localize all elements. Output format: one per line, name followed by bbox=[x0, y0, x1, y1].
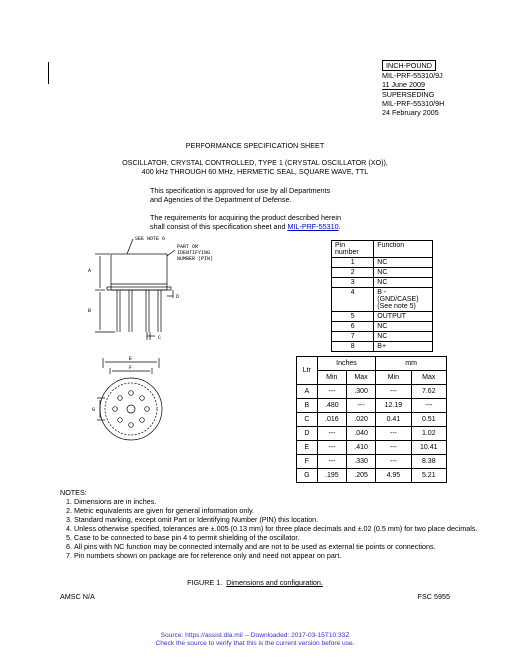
dim-value-cell: .330 bbox=[346, 455, 375, 469]
fsc-label: FSC 5955 bbox=[417, 592, 450, 601]
part-label-1: PART OR bbox=[177, 244, 199, 250]
case-body bbox=[111, 254, 167, 290]
dim-value-cell: .410 bbox=[346, 441, 375, 455]
dim-letter-cell: C bbox=[297, 413, 318, 427]
pin-number-cell: 3 bbox=[332, 278, 374, 288]
requirements-line2 bbox=[150, 222, 341, 231]
list-item: 1. Dimensions are in inches. bbox=[74, 497, 490, 506]
dim-c-label: C bbox=[158, 335, 162, 341]
list-item: 2. Metric equivalents are given for general information only. bbox=[74, 506, 490, 515]
pin-function-cell: B - (GND/CASE) (See note 5) bbox=[374, 288, 433, 312]
ltr-header: Ltr bbox=[297, 357, 318, 385]
dim-value-cell: .020 bbox=[346, 413, 375, 427]
inches-header: Inches bbox=[317, 357, 376, 371]
dim-value-cell: --- bbox=[376, 427, 411, 441]
pin-function-cell: NC bbox=[374, 278, 433, 288]
sheet-title: PERFORMANCE SPECIFICATION SHEET bbox=[185, 141, 325, 150]
pin-number-cell: 6 bbox=[332, 322, 374, 332]
dim-letter-cell: G bbox=[297, 469, 318, 483]
dim-value-cell: 0.51 bbox=[411, 413, 446, 427]
table-row bbox=[332, 288, 433, 312]
dim-letter-cell: E bbox=[297, 441, 318, 455]
function-header: Function bbox=[374, 241, 433, 258]
dim-value-cell: .040 bbox=[346, 427, 375, 441]
part-label-2: IDENTIFYING bbox=[177, 250, 211, 256]
table-row bbox=[332, 342, 433, 352]
requirements-prefix: shall consist of this specification sheet and bbox=[150, 222, 288, 231]
table-row bbox=[297, 455, 447, 469]
pin-number-cell: 1 bbox=[332, 258, 374, 268]
max-header: Max bbox=[346, 371, 375, 385]
dim-value-cell: 7.62 bbox=[411, 385, 446, 399]
revision-bar-left bbox=[48, 62, 49, 84]
dim-value-cell: 4.95 bbox=[376, 469, 411, 483]
table-row bbox=[297, 385, 447, 399]
figure-label: FIGURE 1. bbox=[187, 578, 223, 587]
part-label-3: NUMBER (PIN) bbox=[177, 256, 214, 262]
requirements-suffix: . bbox=[338, 222, 341, 231]
pin-function-cell: NC bbox=[374, 258, 433, 268]
requirements-line1: The requirements for acquiring the product described herein bbox=[150, 213, 341, 222]
superseded-number: MIL-PRF-55310/9H bbox=[382, 99, 445, 108]
dim-letter-cell: D bbox=[297, 427, 318, 441]
notes-list bbox=[60, 497, 490, 560]
spec-title-line1: OSCILLATOR, CRYSTAL CONTROLLED, TYPE 1 (CRYSTAL OSCILLATOR (XO)), bbox=[122, 158, 388, 167]
table-row bbox=[297, 399, 447, 413]
superseded-date: 24 February 2005 bbox=[382, 108, 439, 117]
pin-number-cell: 8 bbox=[332, 342, 374, 352]
pin-function-cell: NC bbox=[374, 322, 433, 332]
dim-e-label: E bbox=[129, 356, 133, 362]
dim-a-label: A bbox=[88, 268, 92, 274]
table-row bbox=[332, 268, 433, 278]
inch-pound-box: INCH-POUND bbox=[382, 60, 436, 71]
pin-number-cell: 4 bbox=[332, 288, 374, 312]
dimension-table bbox=[296, 356, 447, 483]
approval-line1: This specification is approved for use by all Departments bbox=[150, 186, 331, 195]
dim-value-cell: 8.38 bbox=[411, 455, 446, 469]
requirements-text bbox=[150, 213, 341, 231]
dim-letter-cell: A bbox=[297, 385, 318, 399]
approval-text bbox=[150, 186, 330, 204]
spec-link[interactable]: MIL-PRF-55310 bbox=[287, 222, 339, 231]
table-row bbox=[297, 413, 447, 427]
dim-value-cell: 5.21 bbox=[411, 469, 446, 483]
min-header: Min bbox=[376, 371, 411, 385]
list-item: 4. Unless otherwise specified, tolerances are ±.005 (0.13 mm) for three place decimals and ±.02 (0.5 mm) for two place decimals. bbox=[74, 524, 490, 533]
spec-title-line2: 400 kHz THROUGH 60 MHz, HERMETIC SEAL, SQUARE WAVE, TTL bbox=[141, 167, 369, 176]
side-view-drawing bbox=[55, 232, 255, 352]
figure-caption bbox=[0, 578, 510, 587]
dim-value-cell: .480 bbox=[317, 399, 346, 413]
dim-value-cell: --- bbox=[376, 385, 411, 399]
dim-value-cell: .195 bbox=[317, 469, 346, 483]
doc-date: 11 June 2009 bbox=[382, 80, 426, 89]
pin-table bbox=[331, 240, 433, 352]
source-line1: Source: https://assist.dla.mil -- Downloaded: 2017-03-15T10:33Z bbox=[160, 632, 350, 639]
table-row bbox=[332, 332, 433, 342]
dim-value-cell: --- bbox=[411, 399, 446, 413]
dim-f-label: F bbox=[129, 365, 133, 371]
dim-value-cell: 10.41 bbox=[411, 441, 446, 455]
list-item: 7. Pin numbers shown on package are for reference only and need not appear on part. bbox=[74, 551, 490, 560]
header-block bbox=[382, 60, 444, 117]
dim-value-cell: --- bbox=[376, 455, 411, 469]
dim-value-cell: --- bbox=[317, 455, 346, 469]
pin-function-cell: OUTPUT bbox=[374, 312, 433, 322]
pin-number-header: Pin number bbox=[332, 241, 374, 258]
figure-caption-text: Dimensions and configuration. bbox=[226, 578, 323, 587]
dim-value-cell: .205 bbox=[346, 469, 375, 483]
pin-number-cell: 7 bbox=[332, 332, 374, 342]
dim-g-label: G bbox=[92, 407, 96, 413]
dim-value-cell: .300 bbox=[346, 385, 375, 399]
dim-value-cell: --- bbox=[346, 399, 375, 413]
table-row bbox=[297, 427, 447, 441]
min-header: Min bbox=[317, 371, 346, 385]
table-row bbox=[332, 278, 433, 288]
approval-line2: and Agencies of the Department of Defense. bbox=[150, 195, 292, 204]
dim-b-label: B bbox=[88, 308, 92, 314]
table-row bbox=[332, 322, 433, 332]
dim-d-label: D bbox=[176, 294, 180, 300]
mm-header: mm bbox=[376, 357, 447, 371]
list-item: 5. Case to be connected to base pin 4 to permit shielding of the oscillator. bbox=[74, 533, 490, 542]
dim-value-cell: --- bbox=[317, 427, 346, 441]
case-outline bbox=[100, 378, 162, 440]
pin-number-cell: 5 bbox=[332, 312, 374, 322]
table-row bbox=[297, 441, 447, 455]
table-row bbox=[297, 469, 447, 483]
list-item: 6. All pins with NC function may be connected internally and are not to be used as external tie points or connections. bbox=[74, 542, 490, 551]
doc-number: MIL-PRF-55310/9J bbox=[382, 71, 443, 80]
dim-value-cell: 0.41 bbox=[376, 413, 411, 427]
table-row bbox=[332, 258, 433, 268]
dim-value-cell: --- bbox=[376, 441, 411, 455]
source-line2: Check the source to verify that this is the current version before use. bbox=[155, 640, 355, 647]
dim-value-cell: 1.02 bbox=[411, 427, 446, 441]
dim-value-cell: --- bbox=[317, 385, 346, 399]
pin-number-cell: 2 bbox=[332, 268, 374, 278]
dim-letter-cell: B bbox=[297, 399, 318, 413]
pin-function-cell: B+ bbox=[374, 342, 433, 352]
list-item: 3. Standard marking, except omit Part or Identifying Number (PIN) this location. bbox=[74, 515, 490, 524]
dim-letter-cell: F bbox=[297, 455, 318, 469]
table-row bbox=[332, 312, 433, 322]
max-header: Max bbox=[411, 371, 446, 385]
amsc-label: AMSC N/A bbox=[60, 592, 95, 601]
dim-value-cell: 12.19 bbox=[376, 399, 411, 413]
notes-heading: NOTES: bbox=[60, 488, 87, 497]
dim-value-cell: --- bbox=[317, 441, 346, 455]
see-note-label: SEE NOTE 6 bbox=[135, 236, 166, 242]
pin-function-cell: NC bbox=[374, 268, 433, 278]
bottom-view-drawing bbox=[55, 352, 175, 447]
dim-value-cell: .016 bbox=[317, 413, 346, 427]
pin-function-cell: NC bbox=[374, 332, 433, 342]
notes-section bbox=[60, 488, 490, 560]
superseding-label: SUPERSEDING bbox=[382, 90, 435, 99]
